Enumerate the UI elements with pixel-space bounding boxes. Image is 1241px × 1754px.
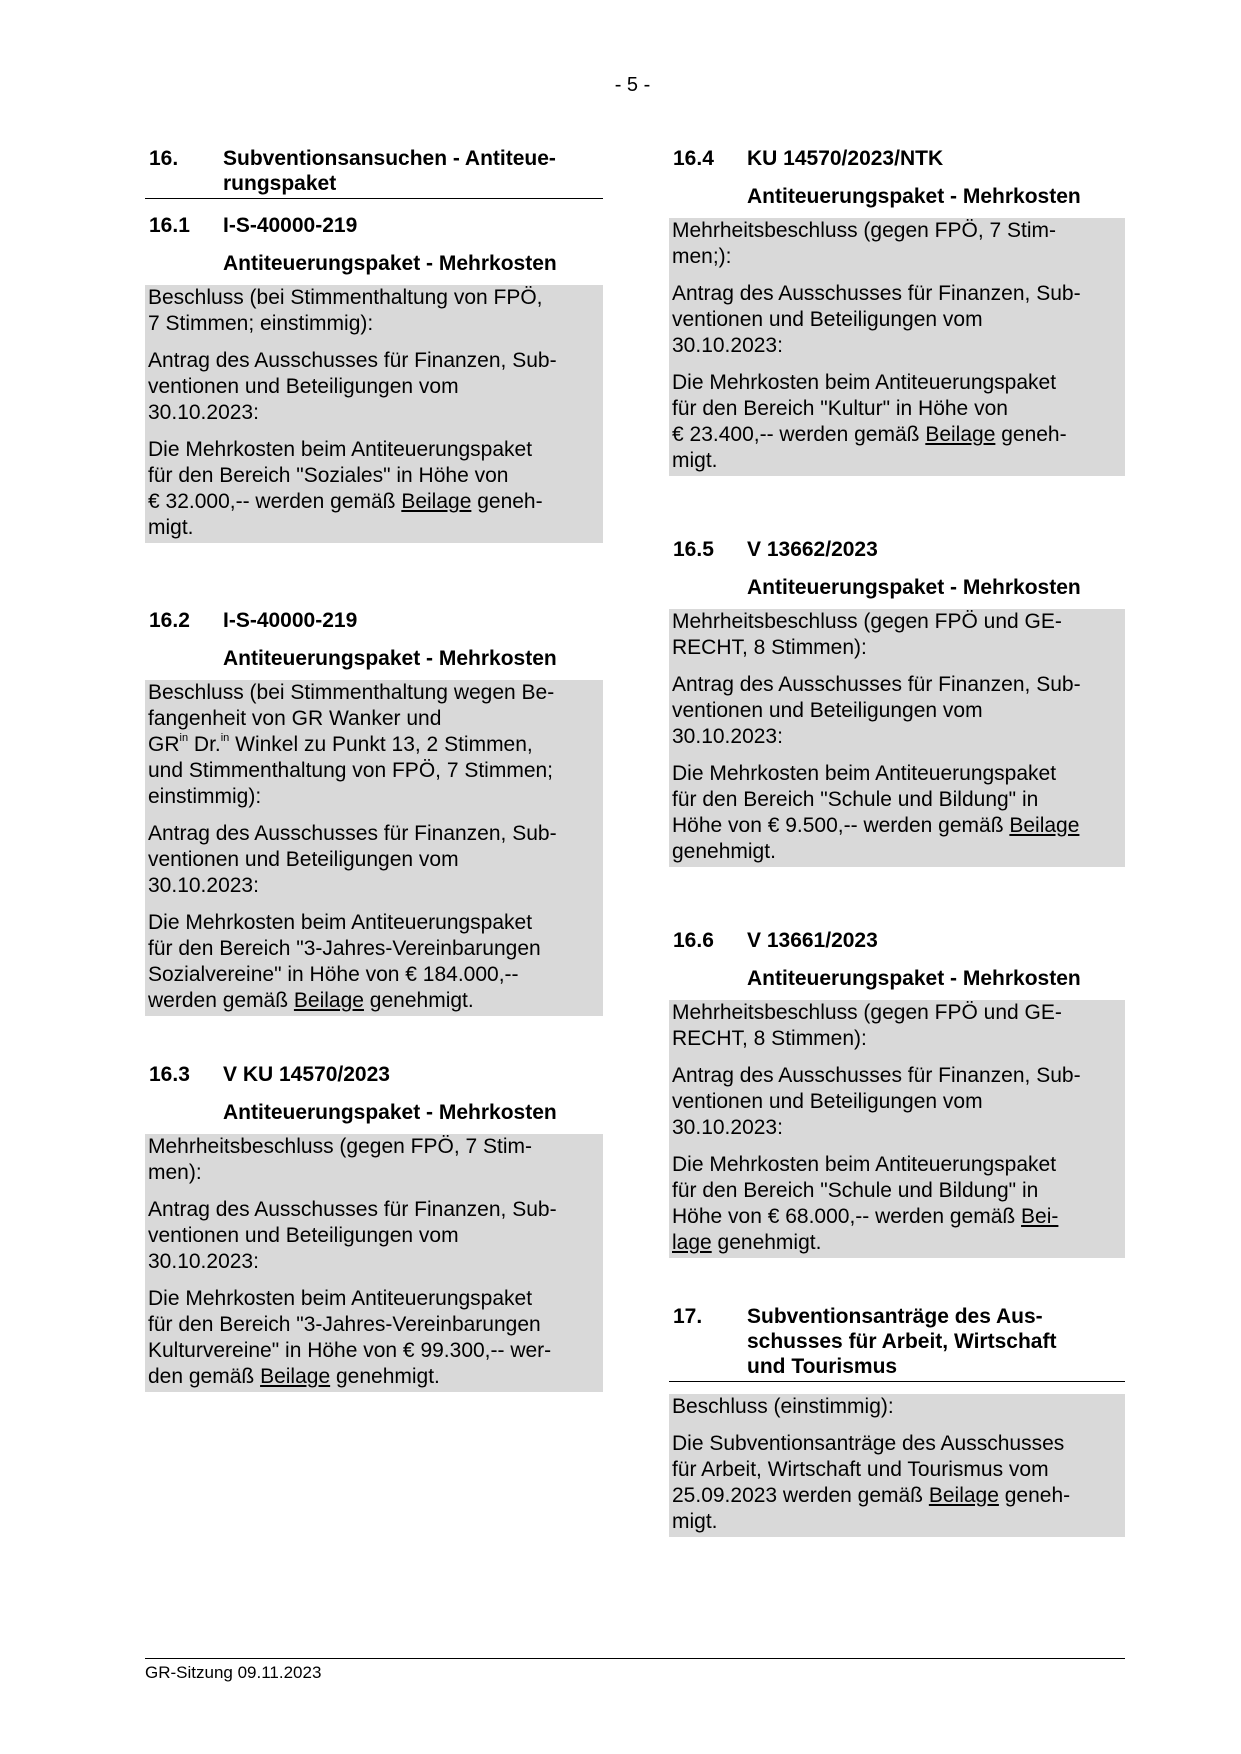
section-number: 16. xyxy=(149,147,179,170)
resolution-text: Die Mehrkosten beim Antiteuerungspaket für den Bereich "3-Jahres-Vereinbarungen Sozialvereine" in Höhe von € 184.000,-- werden gemäß Beilage genehmigt. xyxy=(148,911,541,1012)
beilage-link-cont[interactable]: lage xyxy=(672,1231,712,1254)
item-subtitle: Antiteuerungspaket - Mehrkosten xyxy=(747,967,1081,990)
decision-text: Mehrheitsbeschluss (gegen FPÖ und GE- RECHT, 8 Stimmen): xyxy=(672,610,1062,659)
beilage-link[interactable]: Beilage xyxy=(260,1365,331,1388)
section-title: Subventionsansuchen - Antiteue- rungspaket xyxy=(223,147,556,195)
item-heading: 16.2 I-S-40000-219 xyxy=(149,609,358,632)
item-heading: 16.3 V KU 14570/2023 xyxy=(149,1063,390,1086)
item-subtitle: Antiteuerungspaket - Mehrkosten xyxy=(223,1101,557,1124)
right-column xyxy=(669,146,1125,1575)
item-subtitle: Antiteuerungspaket - Mehrkosten xyxy=(747,185,1081,208)
decision-text: Mehrheitsbeschluss (gegen FPÖ, 7 Stim- men;): xyxy=(672,219,1056,268)
page-footer: GR-Sitzung 09.11.2023 xyxy=(145,1658,1125,1683)
item-16-6 xyxy=(669,928,1125,1258)
section-number: 17. xyxy=(673,1305,703,1328)
item-subtitle: Antiteuerungspaket - Mehrkosten xyxy=(223,252,557,275)
left-column xyxy=(145,146,603,1430)
decision-text: Mehrheitsbeschluss (gegen FPÖ, 7 Stim- men): xyxy=(148,1135,532,1184)
decision-box xyxy=(145,285,603,543)
beilage-link[interactable]: Bei- xyxy=(1021,1205,1059,1228)
item-heading: 16.5 V 13662/2023 xyxy=(673,538,878,561)
item-16-5 xyxy=(669,537,1125,867)
item-16-2 xyxy=(145,608,603,1016)
beilage-link[interactable]: Beilage xyxy=(293,989,364,1012)
beilage-link[interactable]: Beilage xyxy=(401,490,472,513)
resolution-text: Die Mehrkosten beim Antiteuerungspaket für den Bereich "Soziales" in Höhe von € 32.000,-- werden gemäß Beilage geneh- migt. xyxy=(148,438,543,539)
item-heading: 16.1 I-S-40000-219 xyxy=(149,214,358,237)
decision-box xyxy=(145,680,603,1016)
decision-text: Beschluss (einstimmig): xyxy=(672,1395,894,1418)
section-16-heading xyxy=(145,146,603,199)
section-title: Subventionsanträge des Aus- schusses für Arbeit, Wirtschaft und Tourismus xyxy=(747,1305,1057,1378)
item-heading: 16.4 KU 14570/2023/NTK xyxy=(673,147,944,170)
section-17-heading xyxy=(669,1304,1125,1382)
resolution-text: Die Mehrkosten beim Antiteuerungspaket für den Bereich "Schule und Bildung" in Höhe von € 68.000,-- werden gemäß Bei- lage genehmigt. xyxy=(672,1153,1059,1254)
decision-text: Mehrheitsbeschluss (gegen FPÖ und GE- RECHT, 8 Stimmen): xyxy=(672,1001,1062,1050)
decision-box xyxy=(145,1134,603,1392)
section-17 xyxy=(669,1304,1125,1537)
item-subtitle: Antiteuerungspaket - Mehrkosten xyxy=(747,576,1081,599)
resolution-text: Die Subventionsanträge des Ausschusses für Arbeit, Wirtschaft und Tourismus vom 25.09.2023 werden gemäß Beilage geneh- migt. xyxy=(672,1432,1071,1533)
decision-text: Beschluss (bei Stimmenthaltung von FPÖ, 7 Stimmen; einstimmig): xyxy=(148,286,543,335)
resolution-text: Die Mehrkosten beim Antiteuerungspaket für den Bereich "Schule und Bildung" in Höhe von € 9.500,-- werden gemäß Beilage genehmigt. xyxy=(672,762,1080,863)
item-16-1 xyxy=(145,213,603,543)
beilage-link[interactable]: Beilage xyxy=(928,1484,999,1507)
decision-box xyxy=(669,609,1125,867)
motion-text: Antrag des Ausschusses für Finanzen, Sub- ventionen und Beteiligungen vom 30.10.2023: xyxy=(148,349,557,424)
motion-text: Antrag des Ausschusses für Finanzen, Sub- ventionen und Beteiligungen vom 30.10.2023: xyxy=(672,673,1081,748)
beilage-link[interactable]: Beilage xyxy=(1009,814,1080,837)
motion-text: Antrag des Ausschusses für Finanzen, Sub- ventionen und Beteiligungen vom 30.10.2023: xyxy=(672,1064,1081,1139)
item-16-3 xyxy=(145,1062,603,1392)
decision-box xyxy=(669,1394,1125,1537)
decision-box xyxy=(669,1000,1125,1258)
item-heading: 16.6 V 13661/2023 xyxy=(673,929,878,952)
motion-text: Antrag des Ausschusses für Finanzen, Sub- ventionen und Beteiligungen vom 30.10.2023: xyxy=(672,282,1081,357)
resolution-text: Die Mehrkosten beim Antiteuerungspaket für den Bereich "3-Jahres-Vereinbarungen Kulturvereine" in Höhe von € 99.300,-- wer- den gemäß Beilage genehmigt. xyxy=(148,1287,552,1388)
motion-text: Antrag des Ausschusses für Finanzen, Sub- ventionen und Beteiligungen vom 30.10.2023: xyxy=(148,1198,557,1273)
beilage-link[interactable]: Beilage xyxy=(925,423,996,446)
page-number: - 5 - xyxy=(614,74,651,96)
item-subtitle: Antiteuerungspaket - Mehrkosten xyxy=(223,647,557,670)
decision-text: Beschluss (bei Stimmenthaltung wegen Be- fangenheit von GR Wanker und $GR^{in}$ Dr.$^{in}$ Winkel zu Punkt 13, 2 Stimmen, und Stimmenthaltung von FPÖ, 7 Stimmen; einstimmig): xyxy=(148,681,555,808)
motion-text: Antrag des Ausschusses für Finanzen, Sub- ventionen und Beteiligungen vom 30.10.2023: xyxy=(148,822,557,897)
resolution-text: Die Mehrkosten beim Antiteuerungspaket für den Bereich "Kultur" in Höhe von € 23.400,-- werden gemäß Beilage geneh- migt. xyxy=(672,371,1067,472)
item-16-4 xyxy=(669,146,1125,476)
decision-box xyxy=(669,218,1125,476)
